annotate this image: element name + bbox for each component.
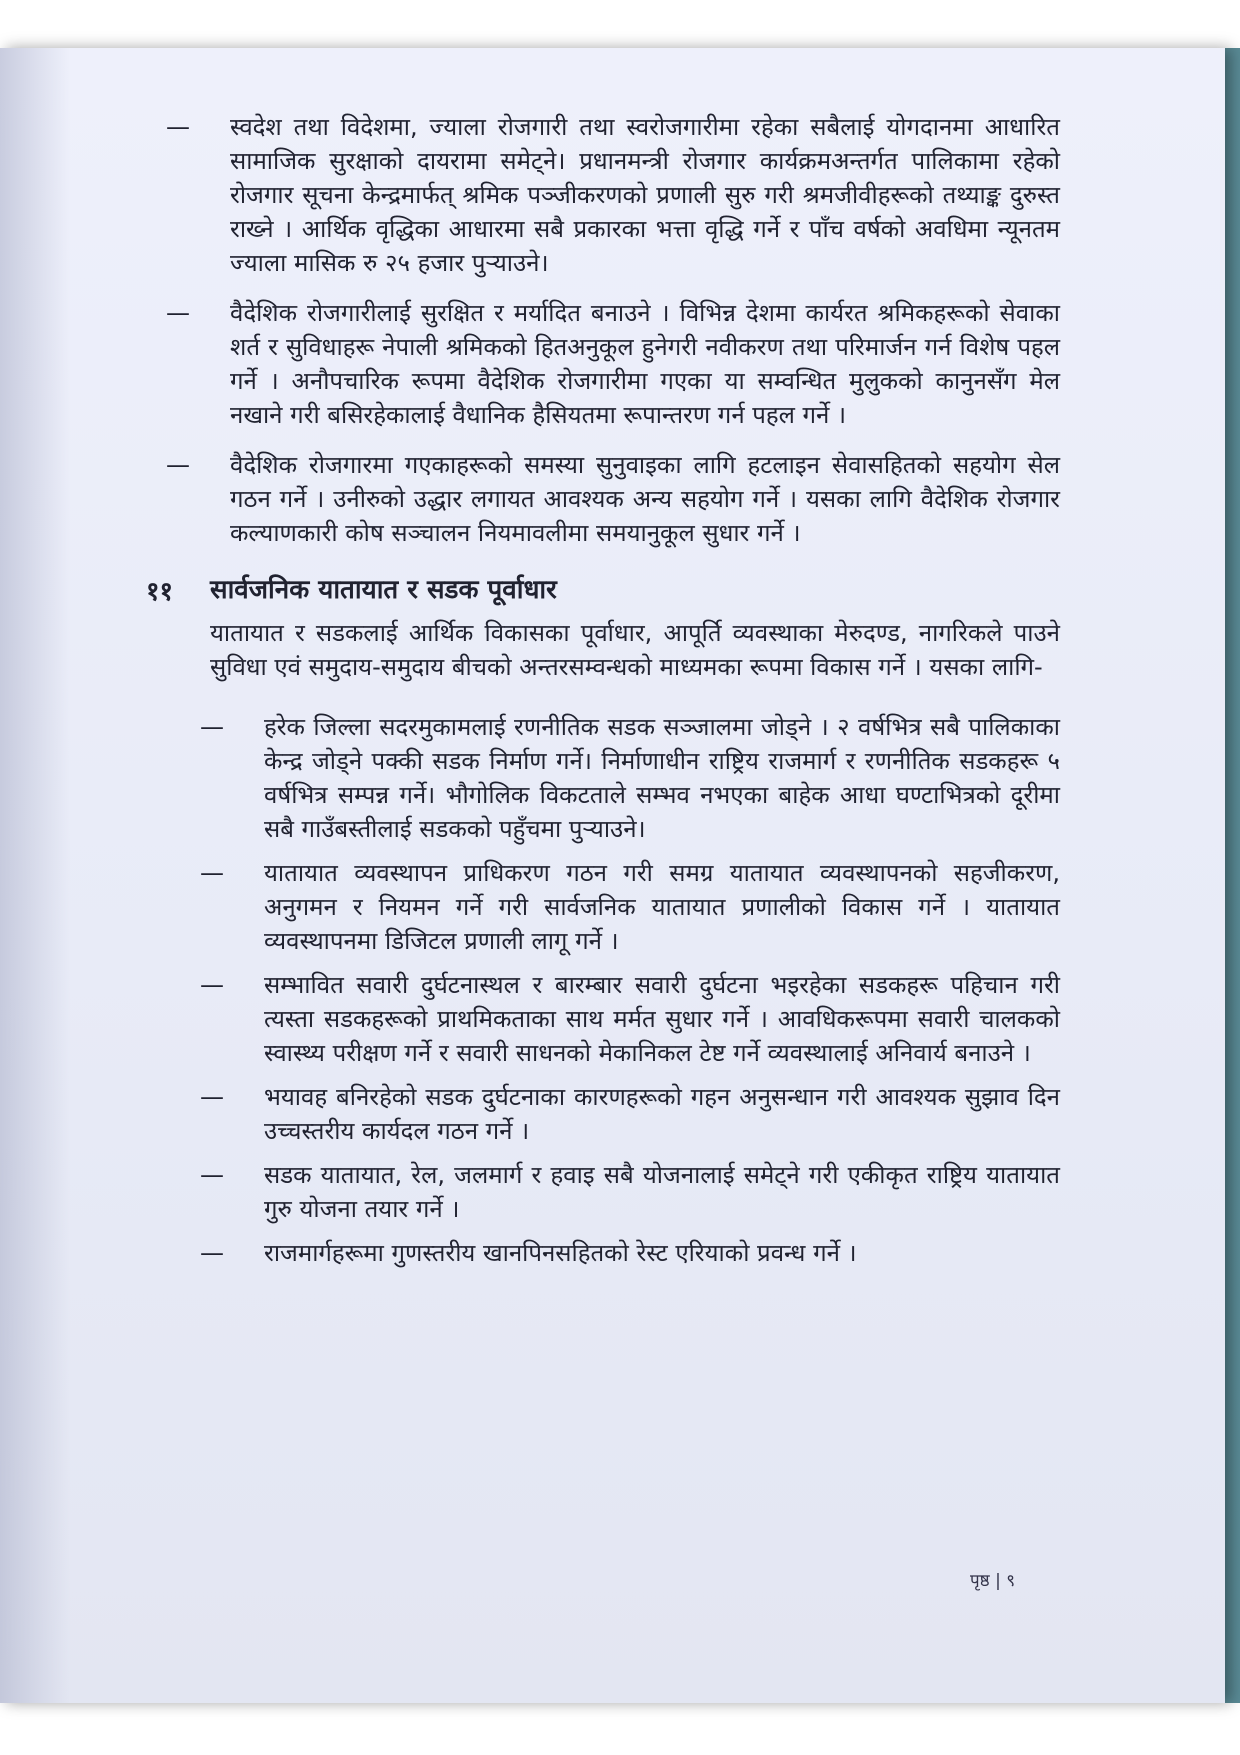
dash-marker: —	[200, 713, 224, 741]
page-crease-shadow	[0, 48, 70, 1703]
list-item	[184, 1236, 1060, 1270]
list-item-text: राजमार्गहरूमा गुणस्तरीय खानपिनसहितको रेस्ट एरियाको प्रवन्ध गर्ने ।	[264, 1239, 857, 1267]
section-title: सार्वजनिक यातायात र सडक पूर्वाधार	[210, 575, 557, 605]
list-item	[150, 296, 1060, 432]
list-item-text: वैदेशिक रोजगारीलाई सुरक्षित र मर्यादित बनाउने । विभिन्न देशमा कार्यरत श्रमिकहरूको सेवाका शर्त र सुविधाहरू नेपाली श्रमिकको हितअनुकूल हुनेगरी नवीकरण तथा परिमार्जन गर्न विशेष पहल गर्ने । अनौपचारिक रूपमा वैदेशिक रोजगारीमा गएका या सम्वन्धित मुलुकको कानुनसँग मेल नखाने गरी बसिरहेकालाई वैधानिक हैसियतमा रूपान्तरण गर्न पहल गर्ने ।	[230, 299, 1060, 429]
dash-marker: —	[166, 299, 190, 327]
list-item	[184, 856, 1060, 958]
dash-marker: —	[200, 1083, 224, 1111]
list-item-text: भयावह बनिरहेको सडक दुर्घटनाका कारणहरूको गहन अनुसन्धान गरी आवश्यक सुझाव दिन उच्चस्तरीय कार्यदल गठन गर्ने ।	[264, 1083, 1060, 1145]
list-item-text: सडक यातायात, रेल, जलमार्ग र हवाइ सबै योजनालाई समेट्ने गरी एकीकृत राष्ट्रिय यातायात गुरु योजना तयार गर्ने ।	[264, 1161, 1060, 1223]
list-item-text: सम्भावित सवारी दुर्घटनास्थल र बारम्बार सवारी दुर्घटना भइरहेका सडकहरू पहिचान गरी त्यस्ता सडकहरूको प्राथमिकताका साथ मर्मत सुधार गर्ने । आवधिकरूपमा सवारी चालकको स्वास्थ्य परीक्षण गर्ने र सवारी साधनको मेकानिकल टेष्ट गर्ने व्यवस्थालाई अनिवार्य बनाउने ।	[264, 971, 1060, 1067]
section-list	[150, 710, 1060, 1270]
dash-marker: —	[200, 1161, 224, 1189]
dash-marker: —	[166, 113, 190, 141]
dash-marker: —	[166, 451, 190, 479]
list-item	[184, 968, 1060, 1070]
list-item-text: स्वदेश तथा विदेशमा, ज्याला रोजगारी तथा स्वरोजगारीमा रहेका सबैलाई योगदानमा आधारित सामाजिक सुरक्षाको दायरामा समेट्ने। प्रधानमन्त्री रोजगार कार्यक्रमअन्तर्गत पालिकामा रहेको रोजगार सूचना केन्द्रमार्फत् श्रमिक पञ्जीकरणको प्रणाली सुरु गरी श्रमजीवीहरूको तथ्याङ्क दुरुस्त राख्ने । आर्थिक वृद्धिका आधारमा सबै प्रकारका भत्ता वृद्धि गर्ने र पाँच वर्षको अवधिमा न्यूनतम ज्याला मासिक रु २५ हजार पुर्‍याउने।	[230, 113, 1060, 277]
dash-marker: —	[200, 859, 224, 887]
list-item	[184, 1158, 1060, 1226]
section-number: ११	[146, 577, 174, 607]
list-item-text: हरेक जिल्ला सदरमुकामलाई रणनीतिक सडक सञ्जालमा जोड्ने । २ वर्षभित्र सबै पालिकाका केन्द्र जोड्ने पक्की सडक निर्माण गर्ने। निर्माणाधीन राष्ट्रिय राजमार्ग र रणनीतिक सडकहरू ५ वर्षभित्र सम्पन्न गर्ने। भौगोलिक विकटताले सम्भव नभएका बाहेक आधा घण्टाभित्रको दूरीमा सबै गाउँबस्तीलाई सडकको पहुँचमा पुर्‍याउने।	[264, 713, 1060, 843]
list-item	[184, 710, 1060, 846]
list-item	[184, 1080, 1060, 1148]
page-number: पृष्ठ | ९	[970, 1571, 1016, 1591]
section-heading	[146, 572, 1060, 608]
list-item-text: वैदेशिक रोजगारमा गएकाहरूको समस्या सुनुवाइका लागि हटलाइन सेवासहितको सहयोग सेल गठन गर्ने । उनीरुको उद्धार लगायत आवश्यक अन्य सहयोग गर्ने । यसका लागि वैदेशिक रोजगार कल्याणकारी कोष सञ्चालन नियमावलीमा समयानुकूल सुधार गर्ने ।	[230, 451, 1060, 547]
list-item	[150, 110, 1060, 280]
list-item	[150, 448, 1060, 550]
dash-marker: —	[200, 1239, 224, 1267]
list-item-text: यातायात व्यवस्थापन प्राधिकरण गठन गरी समग्र यातायात व्यवस्थापनको सहजीकरण, अनुगमन र नियमन गर्ने गरी सार्वजनिक यातायात प्रणालीको विकास गर्ने । यातायात व्यवस्थापनमा डिजिटल प्रणाली लागू गर्ने ।	[264, 859, 1060, 955]
page-content	[146, 110, 1060, 1280]
section-intro: यातायात र सडकलाई आर्थिक विकासका पूर्वाधार, आपूर्ति व्यवस्थाका मेरुदण्ड, नागरिकले पाउने सुविधा एवं समुदाय-समुदाय बीचको अन्तरसम्वन्धको माध्यमका रूपमा विकास गर्ने । यसका लागि-	[210, 619, 1060, 681]
dash-marker: —	[200, 971, 224, 999]
